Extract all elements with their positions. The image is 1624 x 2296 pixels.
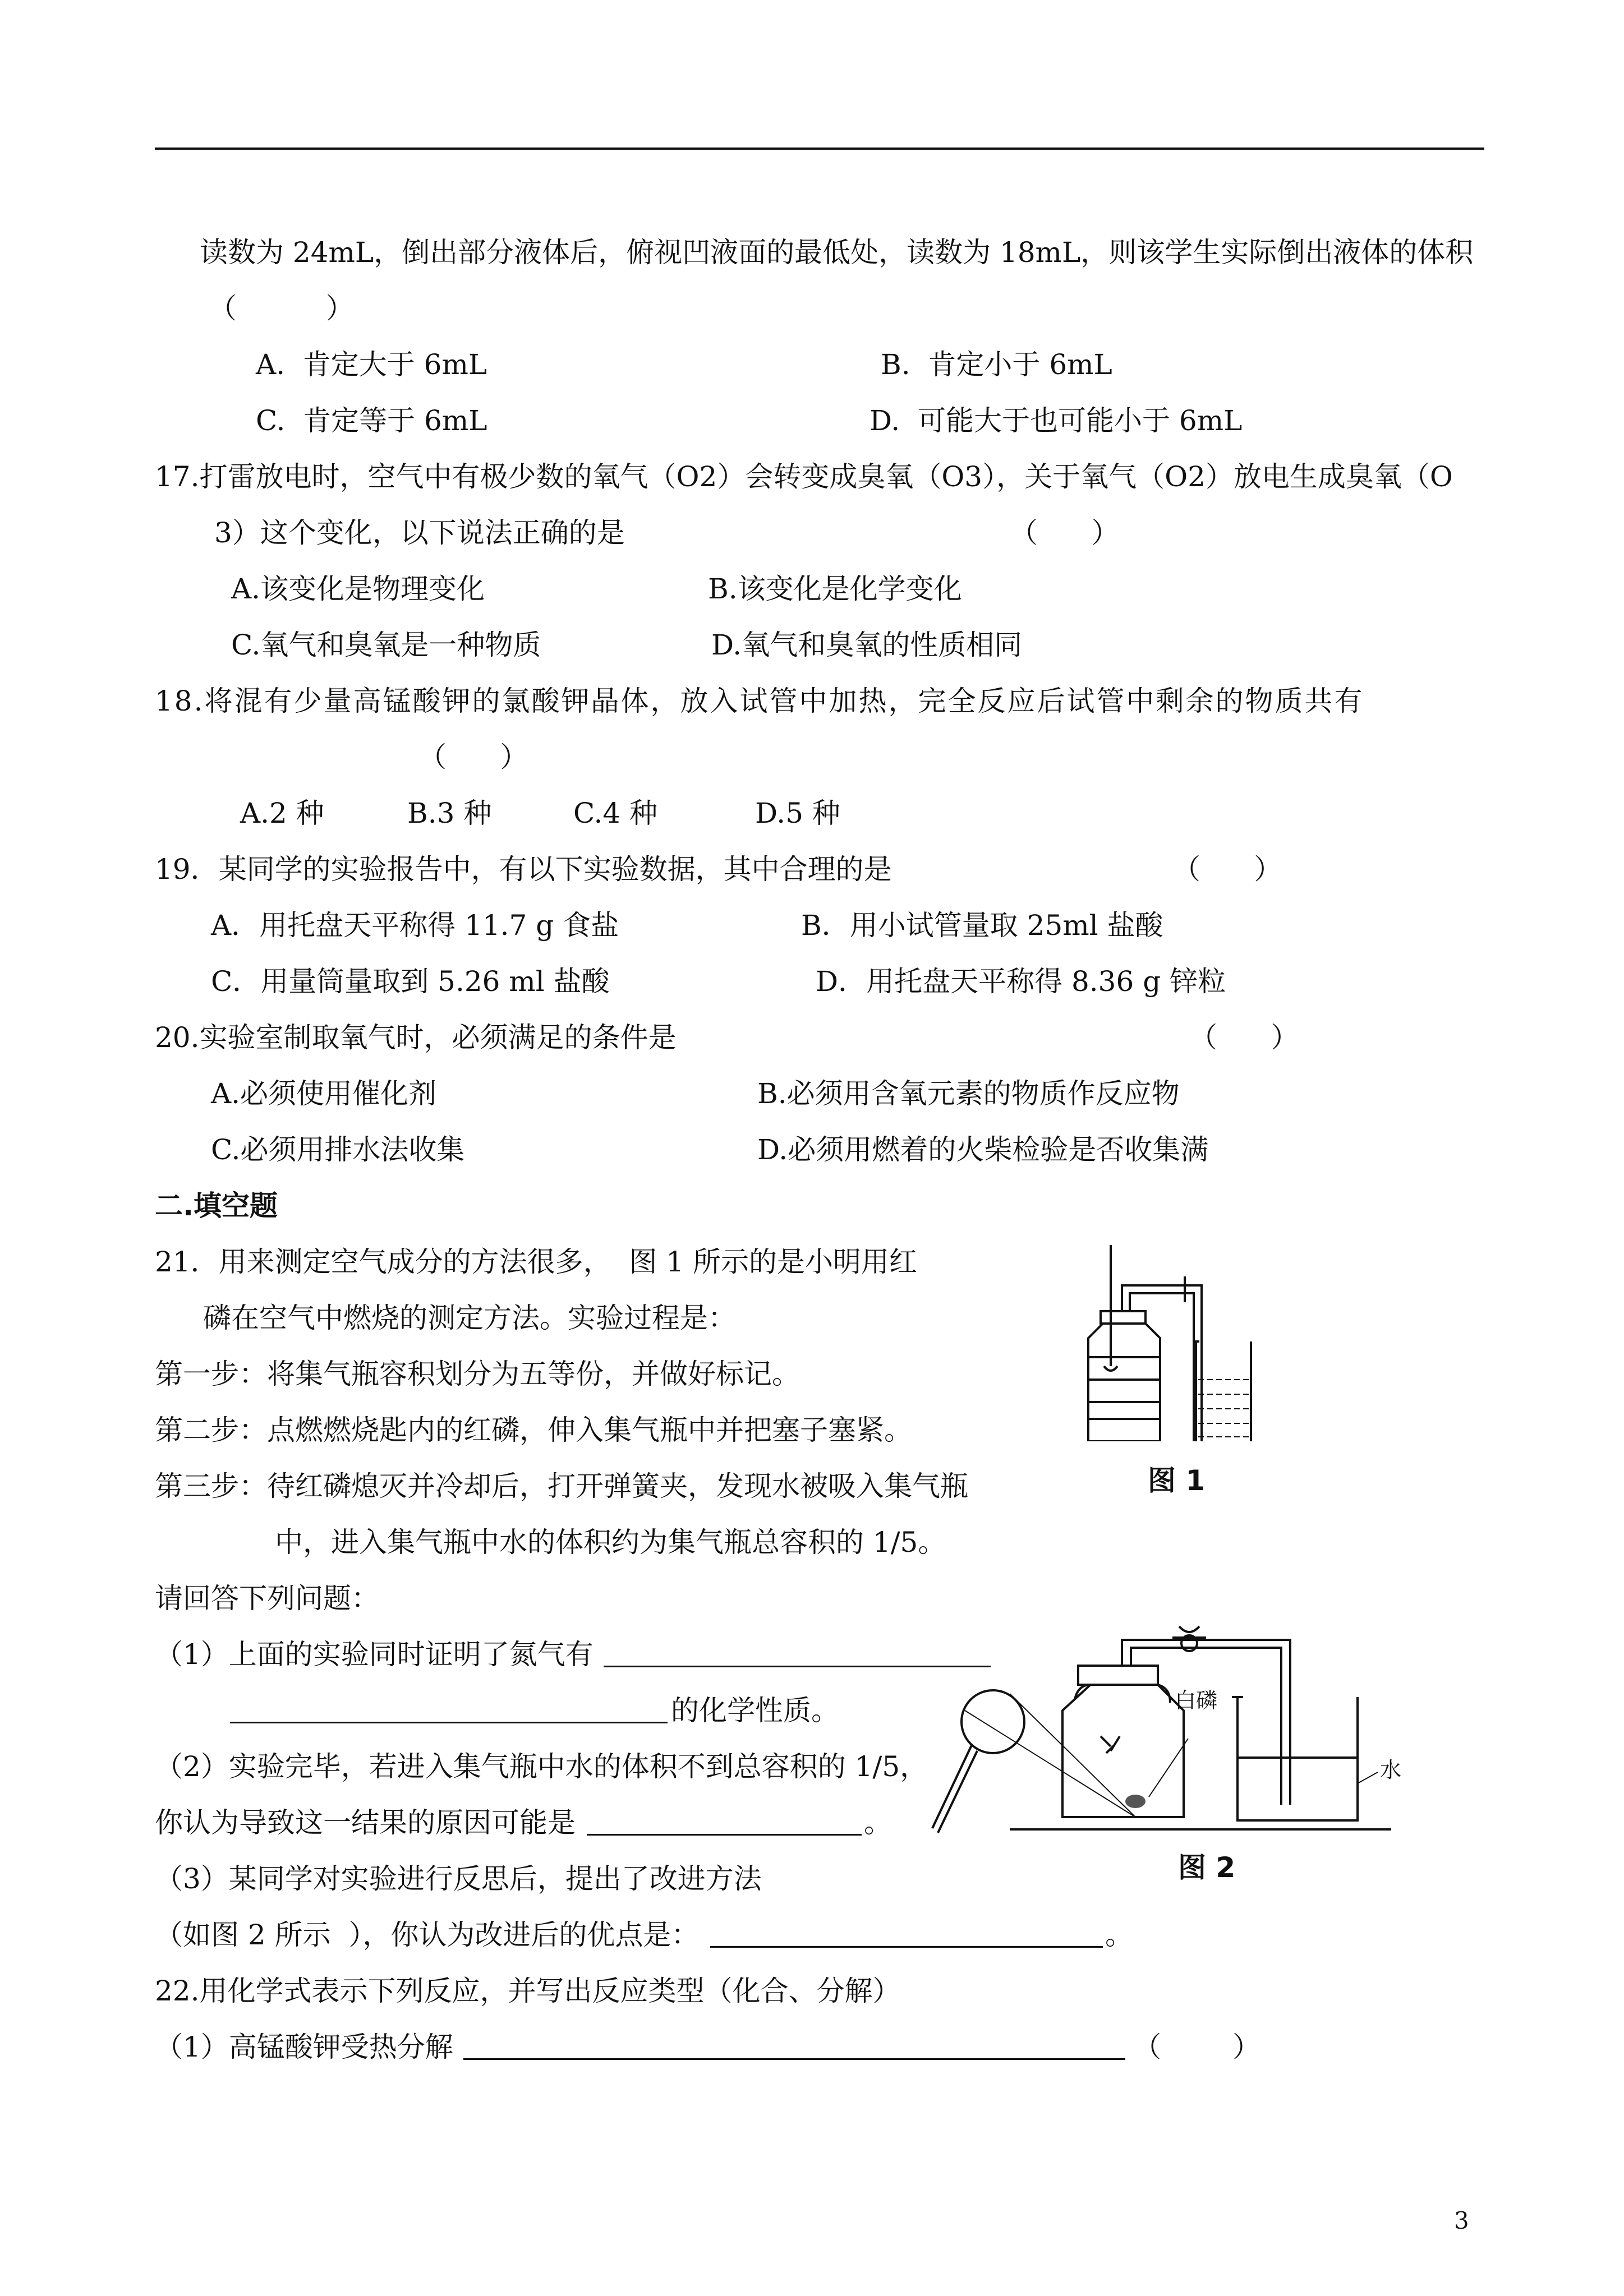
q21-part1-blank-2[interactable] [230, 1722, 668, 1723]
q21-part1-text: （1）上面的实验同时证明了氮气有 [155, 1638, 594, 1671]
q21-part2-text: （2）实验完毕，若进入集气瓶中水的体积不到总容积的 1/5， [155, 1750, 928, 1783]
q17-option-b: B.该变化是化学变化 [708, 573, 962, 605]
label-water: 水 [1380, 1758, 1402, 1782]
q21-step3-line2: 中，进入集气瓶中水的体积约为集气瓶总容积的 1/5。 [275, 1526, 946, 1559]
q21-part3-end: 。 [1105, 1919, 1133, 1951]
q19-answer-paren: （ ） [1172, 853, 1282, 886]
q19-option-a: A．用托盘天平称得 11.7 g 食盐 [211, 909, 619, 942]
q20-answer-paren: （ ） [1189, 1021, 1299, 1054]
q16-option-d: D. 可能大于也可能小于 6mL [869, 404, 1243, 437]
q18-option-c: C.4 种 [573, 797, 658, 829]
q19-option-d: D．用托盘天平称得 8.36 g 锌粒 [816, 965, 1226, 998]
q16-answer-paren: （ ） [209, 292, 354, 325]
q21-part2-blank[interactable] [587, 1834, 862, 1836]
q20-option-d: D.必须用燃着的火柴检验是否收集满 [757, 1133, 1209, 1166]
figure-2-apparatus [920, 1604, 1397, 1839]
q21-step1: 第一步：将集气瓶容积划分为五等份，并做好标记。 [155, 1358, 800, 1390]
q16-option-c: C. 肯定等于 6mL [256, 404, 487, 437]
section-title: 二.填空题 [155, 1190, 278, 1222]
q17-option-c: C.氧气和臭氧是一种物质 [231, 629, 541, 661]
q20-stem: 20.实验室制取氧气时，必须满足的条件是 [155, 1021, 677, 1054]
figure-1-apparatus [1066, 1239, 1313, 1453]
q21-step2: 第二步：点燃燃烧匙内的红磷，伸入集气瓶中并把塞子塞紧。 [155, 1414, 912, 1446]
q17-option-d: D.氧气和臭氧的性质相同 [711, 629, 1023, 661]
q21-part3-prompt: （如图 2 所示 ），你认为改进后的优点是： [155, 1919, 700, 1951]
q19-option-b: B．用小试管量取 25ml 盐酸 [801, 909, 1163, 942]
figure-1-caption: 图 1 [1148, 1464, 1206, 1497]
q22-part1-text: （1）高锰酸钾受热分解 [155, 2031, 453, 2063]
q21-stem-line2: 磷在空气中燃烧的测定方法。实验过程是： [203, 1302, 736, 1334]
q18-stem: 18.将混有少量高锰酸钾的氯酸钾晶体，放入试管中加热，完全反应后试管中剩余的物质共有 [155, 685, 1364, 717]
q21-part2-end: 。 [864, 1806, 892, 1839]
page-number: 3 [1454, 2207, 1469, 2234]
q22-part1-paren: （ ） [1133, 2031, 1261, 2063]
q20-option-b: B.必须用含氧元素的物质作反应物 [757, 1077, 1180, 1110]
q17-option-a: A.该变化是物理变化 [231, 573, 485, 605]
figure-2-caption: 图 2 [1178, 1851, 1236, 1884]
q16-option-a: A. 肯定大于 6mL [256, 348, 487, 381]
q18-option-b: B.3 种 [407, 797, 492, 829]
q17-answer-paren: （ ） [1010, 517, 1120, 549]
q16-option-b: B. 肯定小于 6mL [881, 348, 1112, 381]
q21-part1-suffix: 的化学性质。 [671, 1694, 839, 1727]
q21-part3-text: （3）某同学对实验进行反思后，提出了改进方法 [155, 1862, 762, 1895]
q21-part2-prompt: 你认为导致这一结果的原因可能是 [155, 1806, 576, 1839]
q18-option-a: A.2 种 [240, 797, 324, 829]
q22-part1-blank[interactable] [463, 2058, 1125, 2060]
label-white-phosphorus: 白磷 [1175, 1688, 1218, 1713]
q18-answer-paren: （ ） [418, 741, 528, 773]
q19-stem: 19．某同学的实验报告中，有以下实验数据，其中合理的是 [155, 853, 892, 886]
q18-option-d: D.5 种 [755, 797, 840, 829]
q16-stem: 读数为 24mL，倒出部分液体后，俯视凹液面的最低处，读数为 18mL，则该学生实际倒出液体的体积 [200, 236, 1474, 269]
q20-option-a: A.必须使用催化剂 [211, 1077, 437, 1110]
q20-option-c: C.必须用排水法收集 [211, 1133, 465, 1166]
q21-ask: 请回答下列问题： [155, 1582, 379, 1615]
q17-stem-line1: 17.打雷放电时，空气中有极少数的氧气（O2）会转变成臭氧（O3），关于氧气（O2）放电生成臭氧（O [155, 460, 1453, 493]
q22-stem: 22.用化学式表示下列反应，并写出反应类型（化合、分解） [155, 1975, 901, 2007]
q21-step3-line1: 第三步：待红磷熄灭并冷却后，打开弹簧夹，发现水被吸入集气瓶 [155, 1470, 968, 1502]
q21-part3-blank[interactable] [710, 1946, 1103, 1948]
q17-stem-line2: 3）这个变化，以下说法正确的是 [214, 517, 625, 549]
header-rule [155, 147, 1484, 150]
q21-stem-line1: 21．用来测定空气成分的方法很多， 图 1 所示的是小明用红 [155, 1246, 918, 1278]
q19-option-c: C．用量筒量取到 5.26 ml 盐酸 [211, 965, 610, 998]
